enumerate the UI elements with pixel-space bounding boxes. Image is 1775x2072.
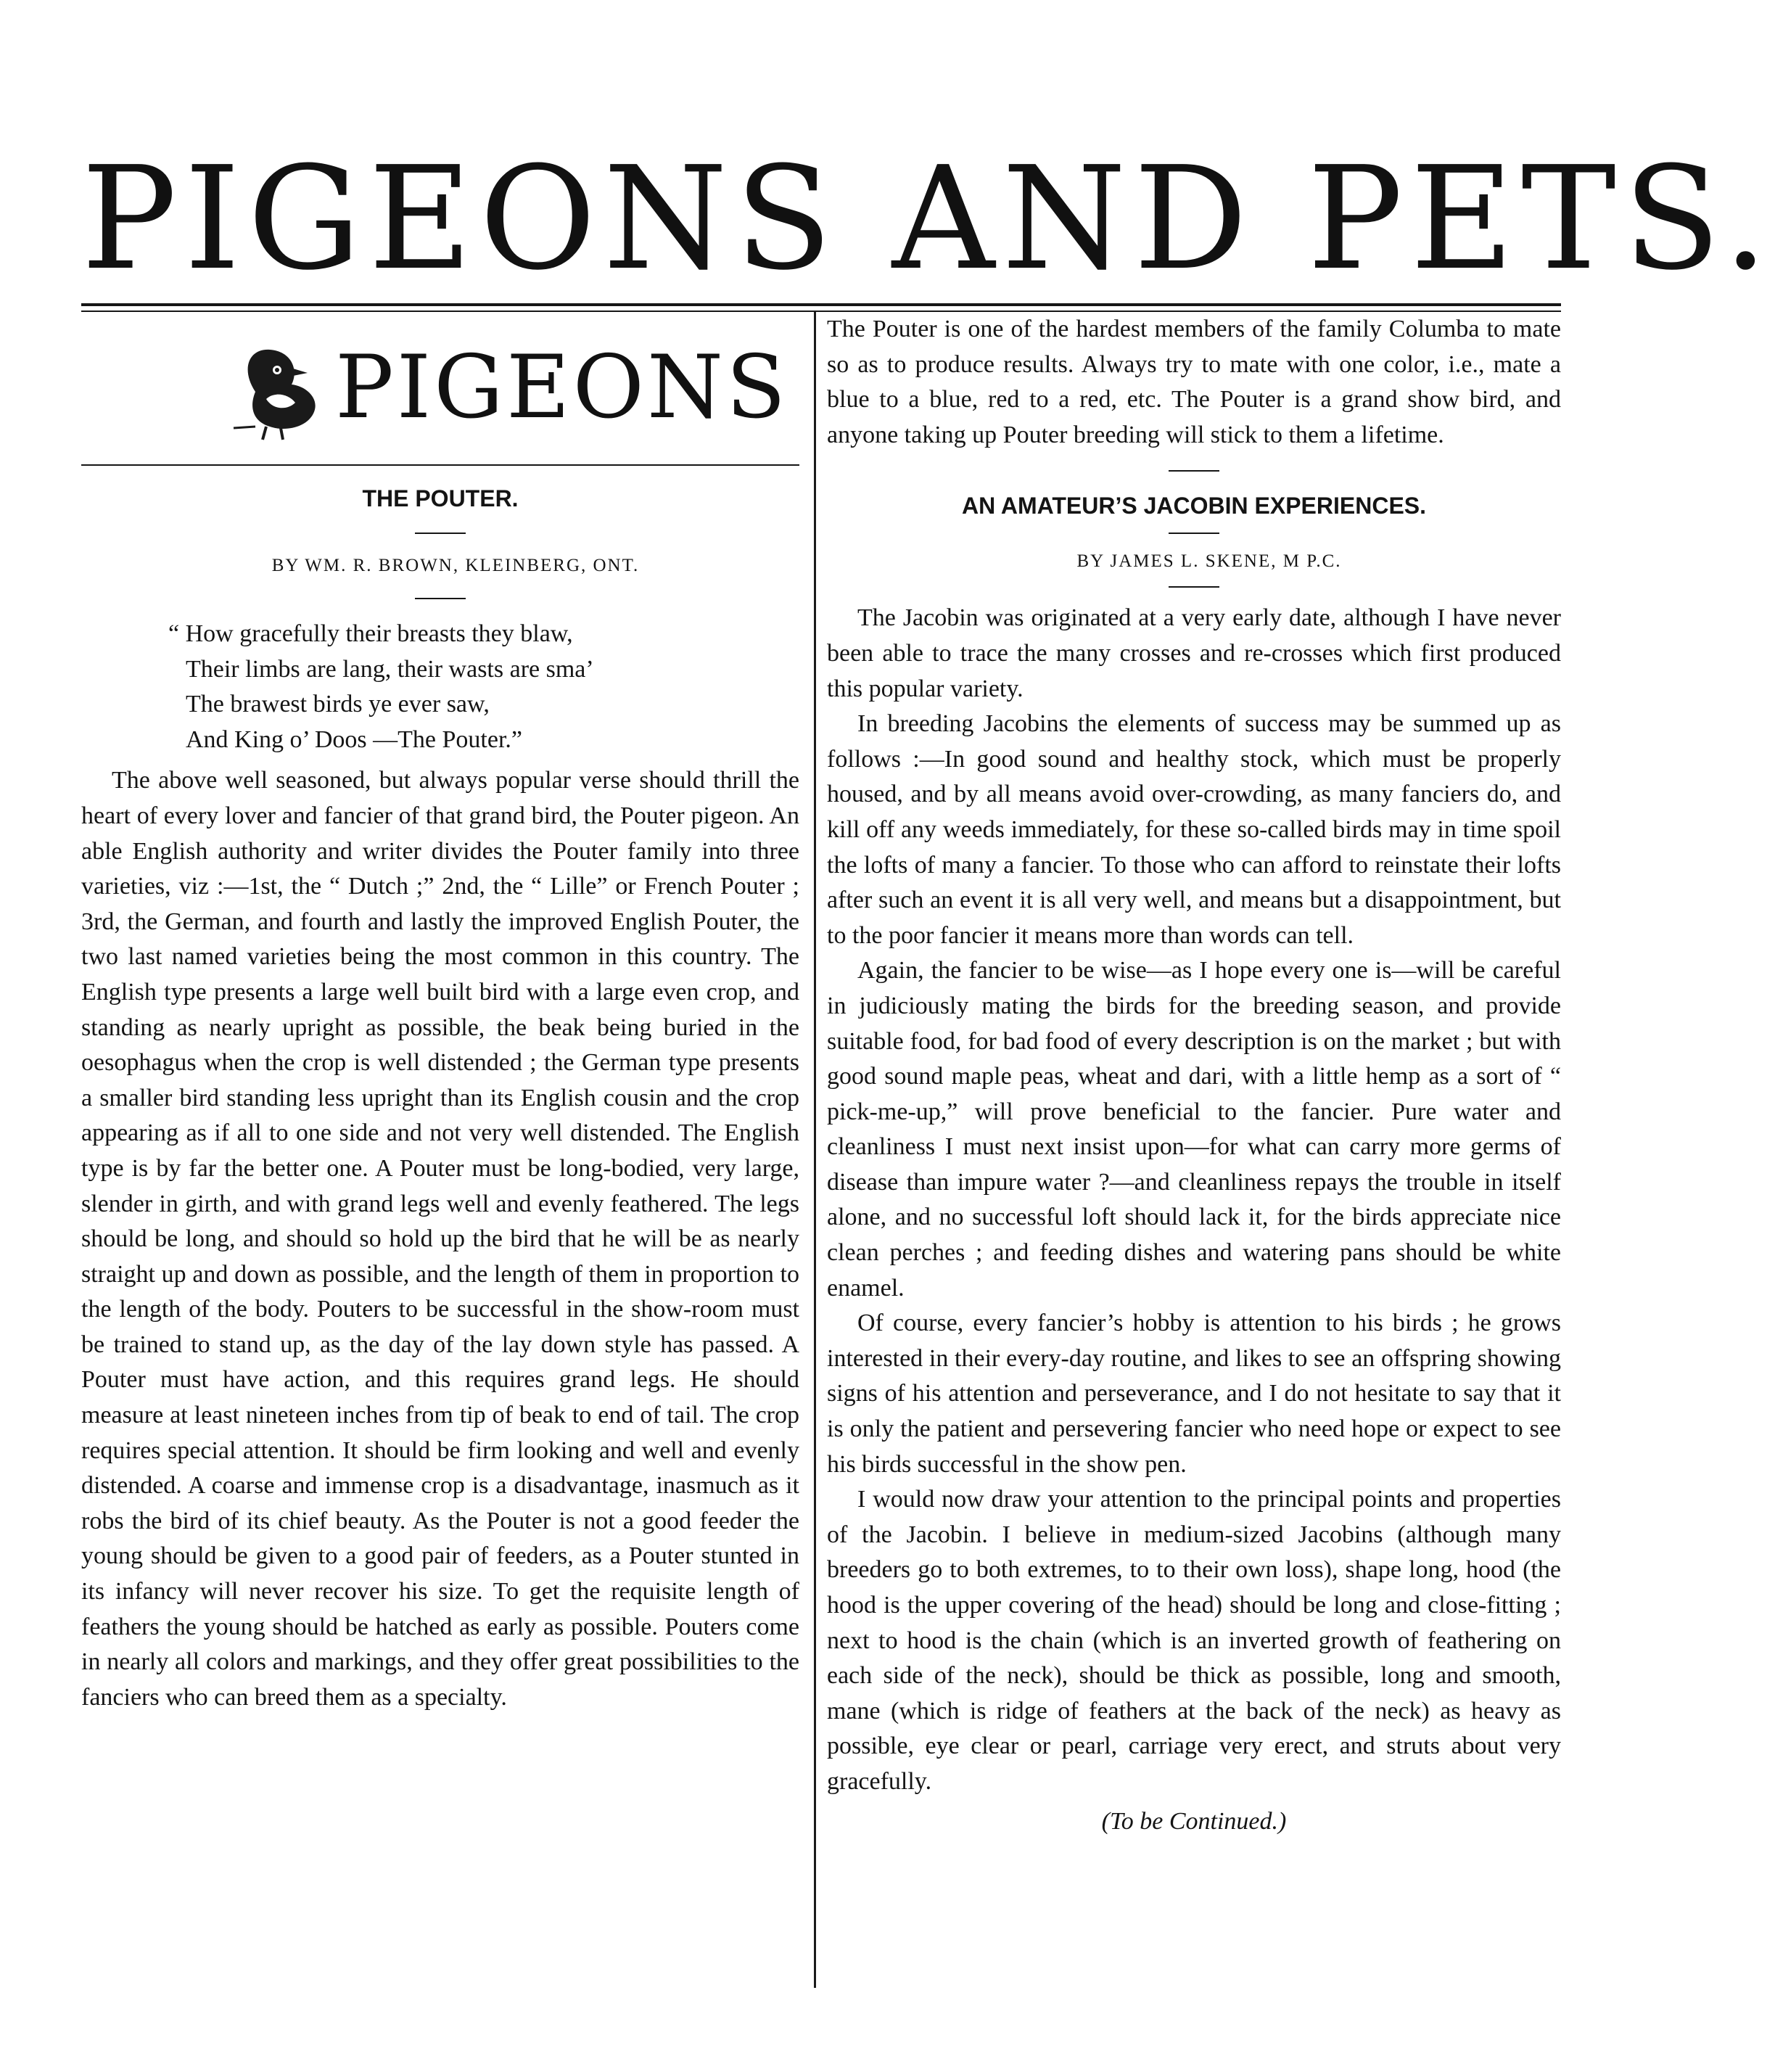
article-paragraph: The above well seasoned, but always popular verse should thrill the heart of every lover and fancier of that grand bird, the Pouter pigeon. An able English authority and writer divides the Pouter family into three varieties, viz :—1st, the “ Dutch ;” 2nd, the “ Lille” or French Pouter ; 3rd, the German, and fourth and lastly the improved English Pouter, the two last named varieties being the most common in this country. The English type presents a large well built bird with a large even crop, and standing as nearly upright as possible, the beak being buried in the oesophagus when the crop is well distended ; the German type presents a smaller bird standing less upright than its English cousin and the crop appearing as if all to one side and not very well distended. The English type is by far the better one. A Pouter must be long-bodied, very large, slender in girth, and with grand legs well and evenly feathered. The legs should be long, and should so hold up the bird that he will be as nearly straight up and down as possible, and the length of them in proportion to the length of the body. Pouters to be successful in the show-room must be trained to stand up, as the day of the lay down style has passed. A Pouter must have action, and this requires grand legs. He should measure at least nineteen inches from tip of beak to end of tail. The crop requires special attention. It should be firm looking and well and evenly distended. A coarse and immense crop is a disadvantage, inasmuch as it robs the bird of its chief beauty. As the Pouter is not a good feeder the young should be given to a good pair of feeders, as a Pouter stunted in its infancy will never recover his size. To get the requisite length of feathers the young should be hatched as early as possible. Pouters come in nearly all colors and markings, and they offer great possibilities to the fanciers who can breed them as a specialty.: [81, 767, 799, 1711]
section-header: [81, 312, 799, 466]
masthead-rule: [81, 303, 1561, 312]
verse-line: Their limbs are lang, their wasts are sma’: [186, 655, 594, 683]
article-paragraph: Again, the fancier to be wise—as I hope every one is—will be careful in judiciously mating the birds for the breeding season, and provide suitable food, for bad food of every description is on the market ; but with good sound maple peas, wheat and dari, with a little hemp as a sort of “ pick-me-up,” will prove beneficial to the fancier. Pure water and cleanliness I must next insist upon—for what can carry more germs of disease than impure water ?—and cleanliness repays the trouble in itself alone, and no successful loft should lack it, for the birds appreciate nice clean perches ; and feeding dishes and watering pans should be white enamel.: [827, 957, 1561, 1302]
article-byline: BY WM. R. BROWN, KLEINBERG, ONT.: [271, 556, 640, 575]
verse-line: The brawest birds ye ever saw,: [186, 691, 490, 718]
verse-quote: [81, 617, 799, 757]
article-paragraph: The Pouter is one of the hardest members of the family Columba to mate so as to produce results. Always try to mate with one color, i.e., mate a blue to a blue, red to a red, etc. The Pouter is a grand show bird, and anyone taking up Pouter breeding will stick to them a lifetime.: [827, 316, 1561, 448]
article-byline: BY JAMES L. SKENE, M P.C.: [1076, 551, 1342, 572]
article-title: THE POUTER.: [362, 485, 519, 511]
short-rule: [415, 598, 466, 599]
section-heading: PIGEONS: [335, 337, 789, 438]
short-rule: [1169, 586, 1219, 588]
verse-line: And King o’ Doos —The Pouter.”: [186, 725, 522, 753]
article-paragraph: In breeding Jacobins the elements of success may be summed up as follows :—In good sound and healthy stock, which must be properly housed, and by all means avoid over-crowding, as many fanciers do, and kill off any weeds immediately, for these so-called birds may in time spoil the lofts of many a fancier. To those who can afford to reinstate their lofts after such an event it is all very well, and means but a disappointment, but to the poor fancier it means more than words can tell.: [827, 710, 1561, 949]
continued-note: (To be Continued.): [1101, 1807, 1287, 1835]
short-rule: [1169, 470, 1219, 472]
article-title: AN AMATEUR’S JACOBIN EXPERIENCES.: [961, 493, 1427, 519]
masthead-title: PIGEONS AND PETS.: [81, 136, 1775, 302]
short-rule: [1169, 533, 1219, 534]
article-paragraph: I would now draw your attention to the principal points and properties of the Jacobin. I believe in medium-sized Jacobins (although many breeders go to both extremes, to to their own loss), shape long, hood (the hood is the upper covering of the head) should be long and close-fitting ; next to hood is the chain (which is an inverted growth of feathering on each side of the neck), should be thick as possible, long and smooth, mane (which is ridge of feathers at the back of the neck) as heavy as possible, eye clear or pearl, carriage very erect, and struts about very gracefully.: [827, 1486, 1561, 1795]
short-rule: [415, 533, 466, 534]
article-paragraph: The Jacobin was originated at a very early date, although I have never been able to trace the many crosses and re-crosses which first produced this popular variety.: [827, 604, 1561, 702]
pigeon-icon: [226, 341, 335, 443]
column-divider: [814, 312, 816, 1988]
left-column: [81, 312, 799, 1995]
article-paragraph: Of course, every fancier’s hobby is attention to his birds ; he grows interested in their every-day routine, and likes to see an offspring showing signs of his attention and perseverance, and I do not hesitate to say that it is only the patient and persevering fancier who need hope or expect to see his birds successful in the show pen.: [827, 1310, 1561, 1478]
right-column: [827, 312, 1561, 1995]
verse-line: “ How gracefully their breasts they blaw,: [168, 620, 573, 647]
